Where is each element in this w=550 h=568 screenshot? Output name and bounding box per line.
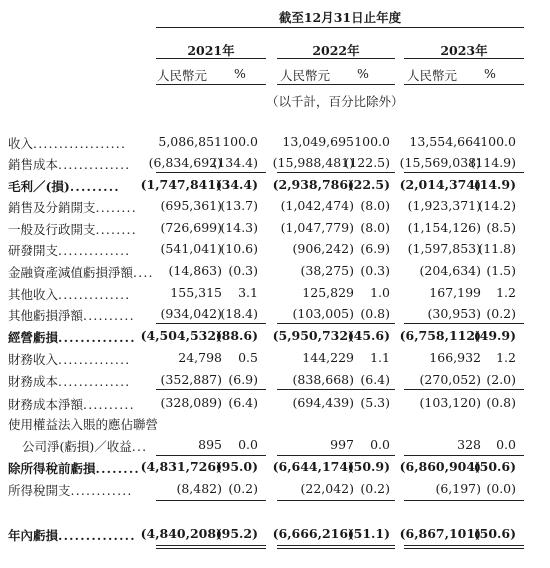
row-label-text: 財務收入 [8,352,59,367]
row-label-text: 收入 [8,136,34,151]
row-label [8,372,130,390]
percent-cell: (134.4) [212,155,258,170]
row-label [8,198,137,216]
subtotal-rule [230,500,266,501]
subtotal-rule [478,500,524,501]
amount-cell: (2,014,374) [399,177,481,192]
amount-cell: 997 [330,437,354,452]
table-row [0,198,550,218]
table-row [0,437,550,457]
row-label [8,220,137,238]
col-rule [478,84,524,85]
percent-cell: 3.1 [238,285,258,300]
amount-cell: (103,005) [292,306,354,321]
subtotal-rule [230,172,266,173]
leader-dots: ........ [95,222,137,237]
percent-cell: (0.8) [360,306,390,321]
amount-cell: (352,887) [160,372,222,387]
double-total-rule [352,548,395,549]
percent-cell: 1.2 [496,285,516,300]
percent-cell: 0.5 [238,350,258,365]
percent-cell: (0.3) [360,263,390,278]
row-label [8,481,133,499]
subtotal-rule [478,172,524,173]
subtotal-rule [277,172,363,173]
percent-cell: 0.0 [496,437,516,452]
subtotal-rule [352,323,395,324]
row-label [8,459,140,477]
percent-cell: (34.4) [215,177,258,192]
col-amount-2023: 人民幣元 [407,68,458,83]
table-row [0,415,550,435]
subtotal-rule [478,455,524,456]
amount-cell: 328 [457,437,481,452]
row-label-text: 經營虧損 [8,330,59,345]
amount-cell: (15,569,038) [399,155,481,170]
table-row [0,134,550,154]
percent-cell: 1.1 [370,350,390,365]
percent-cell: (50.9) [347,459,390,474]
amount-cell: 144,229 [302,350,354,365]
subtotal-rule [352,455,395,456]
amount-cell: (6,758,112) [399,328,481,343]
period-rule [156,27,524,28]
amount-cell: 167,199 [429,285,481,300]
amount-cell: (4,840,208) [140,526,222,541]
row-label [8,155,130,173]
row-label [8,263,154,281]
row-label [8,526,136,544]
leader-dots: .............. [58,528,136,543]
row-label [8,395,135,413]
percent-cell: 1.2 [496,350,516,365]
percent-cell: (18.4) [220,306,258,321]
row-label-text: 銷售及分銷開支 [8,200,96,215]
row-label-text: 金融資產減值虧損淨額 [8,265,134,280]
percent-cell: (2.0) [486,372,516,387]
year-2022-rule [277,58,395,59]
table-row [0,459,550,479]
percent-cell: (0.2) [360,481,390,496]
leader-dots: .............. [58,157,131,172]
percent-cell: (5.3) [360,395,390,410]
amount-cell: (8,482) [176,481,222,496]
amount-cell: 895 [198,437,222,452]
leader-dots: .... [133,265,154,280]
row-label [8,134,126,152]
percent-cell: (14.3) [220,220,258,235]
amount-cell: (103,120) [419,395,481,410]
percent-cell: (95.2) [215,526,258,541]
amount-cell: (1,923,371) [407,198,481,213]
amount-cell: 5,086,851 [158,134,222,149]
col-rule [352,84,395,85]
percent-cell: (0.8) [486,395,516,410]
subtotal-rule [352,172,395,173]
leader-dots: .............. [58,330,136,345]
amount-cell: (6,666,216) [272,526,354,541]
leader-dots: ... [131,439,148,454]
row-label-text: 除所得稅前虧損 [8,461,96,476]
amount-cell: (2,938,786) [272,177,354,192]
amount-cell: (6,867,101) [399,526,481,541]
subtotal-rule [230,323,266,324]
leader-dots: .............. [58,374,131,389]
amount-cell: (4,504,532) [140,328,222,343]
row-label-text: 財務成本淨額 [8,397,84,412]
amount-cell: (6,834,692) [148,155,222,170]
leader-dots: .......... [83,397,135,412]
table-row [0,285,550,305]
percent-cell: 0.0 [370,437,390,452]
leader-dots: .................. [33,136,127,151]
percent-cell: (122.5) [344,155,390,170]
amount-cell: (541,041) [160,241,222,256]
amount-cell: (1,047,779) [280,220,354,235]
col-rule [277,84,363,85]
amount-cell: (6,860,904) [399,459,481,474]
leader-dots: ......... [69,179,120,194]
table-row [0,241,550,261]
col-amount-2021: 人民幣元 [157,68,208,83]
amount-cell: (6,197) [435,481,481,496]
row-label-text: 銷售成本 [8,157,59,172]
col-rule [230,84,266,85]
percent-cell: (49.9) [473,328,516,343]
double-total-rule [478,545,524,546]
subtotal-rule [478,389,524,390]
subtotal-rule [277,389,363,390]
percent-cell: (8.0) [360,198,390,213]
subtotal-rule [277,500,363,501]
leader-dots: ............ [70,483,133,498]
subtotal-rule [230,389,266,390]
amount-cell: (22,042) [300,481,354,496]
row-label [8,306,135,324]
amount-cell: (30,953) [427,306,481,321]
amount-cell: (38,275) [300,263,354,278]
amount-cell: 13,049,695 [282,134,354,149]
leader-dots: ........ [95,461,140,476]
percent-cell: (6.4) [228,395,258,410]
amount-cell: (15,988,481) [272,155,354,170]
leader-dots: .............. [58,287,131,302]
row-label-text: 財務成本 [8,374,59,389]
double-total-rule [352,545,395,546]
percent-cell: (13.7) [220,198,258,213]
percent-cell: (11.8) [478,241,516,256]
amount-cell: 155,315 [170,285,222,300]
row-label-text: 其他虧損淨額 [8,308,84,323]
percent-cell: (10.6) [220,241,258,256]
row-label-text: 所得稅開支 [8,483,71,498]
table-row [0,526,550,546]
row-label-text: 一般及行政開支 [8,222,96,237]
row-label [8,177,120,195]
leader-dots: .......... [83,308,135,323]
percent-cell: (51.1) [347,526,390,541]
double-total-rule [277,545,363,546]
amount-cell: (1,042,474) [280,198,354,213]
amount-cell: (1,597,853) [407,241,481,256]
percent-cell: (6.9) [360,241,390,256]
subtotal-rule [352,389,395,390]
double-total-rule [478,548,524,549]
year-2021-rule [156,58,266,59]
subtotal-rule [277,455,363,456]
table-row [0,263,550,283]
amount-cell: (328,089) [160,395,222,410]
row-label [8,241,130,259]
table-row [0,481,550,501]
row-label [8,285,130,303]
col-percent-2021: % [234,66,246,81]
amount-cell: (270,052) [419,372,481,387]
percent-cell: (50.6) [473,459,516,474]
table-row [0,350,550,370]
percent-cell: (6.4) [360,372,390,387]
col-percent-2022: % [357,66,369,81]
amount-cell: 13,554,664 [409,134,481,149]
double-total-rule [230,548,266,549]
subtotal-rule [352,500,395,501]
row-label [8,350,130,368]
amount-cell: (1,154,126) [407,220,481,235]
unit-note: （以千計，百分比除外） [266,94,404,109]
table-row [0,177,550,197]
subtotal-rule [478,323,524,324]
double-total-rule [277,548,363,549]
percent-cell: (114.9) [470,155,516,170]
percent-cell: (14.2) [478,198,516,213]
row-label-text: 毛利／(損) [8,179,70,194]
percent-cell: (88.6) [215,328,258,343]
percent-cell: (8.5) [486,220,516,235]
percent-cell: 1.0 [370,285,390,300]
amount-cell: 166,932 [429,350,481,365]
percent-cell: (0.3) [228,263,258,278]
leader-dots: ........ [95,200,137,215]
percent-cell: 100.0 [480,134,516,149]
percent-cell: (8.0) [360,220,390,235]
year-2022: 2022年 [312,43,360,58]
row-label [8,328,136,346]
percent-cell: 0.0 [238,437,258,452]
double-total-rule [230,545,266,546]
row-label [22,437,147,455]
amount-cell: (14,863) [168,263,222,278]
amount-cell: (726,699) [160,220,222,235]
amount-cell: (1,747,841) [140,177,222,192]
row-label-text: 年內虧損 [8,528,59,543]
percent-cell: (0.0) [486,481,516,496]
amount-cell: (906,242) [292,241,354,256]
col-amount-2022: 人民幣元 [280,68,331,83]
amount-cell: (4,831,726) [140,459,222,474]
year-2023: 2023年 [440,43,488,58]
row-label-text: 使用權益法入賬的應佔聯營 [8,417,159,432]
percent-cell: (0.2) [228,481,258,496]
year-2021: 2021年 [187,43,235,58]
percent-cell: 100.0 [354,134,390,149]
amount-cell: (204,634) [419,263,481,278]
amount-cell: (5,950,732) [272,328,354,343]
row-label-text: 公司淨(虧損)／收益 [22,439,132,454]
col-percent-2023: % [484,66,496,81]
percent-cell: (95.0) [215,459,258,474]
table-row [0,328,550,348]
leader-dots: .............. [58,352,131,367]
percent-cell: 100.0 [222,134,258,149]
percent-cell: (45.6) [347,328,390,343]
percent-cell: (50.6) [473,526,516,541]
amount-cell: (695,361) [160,198,222,213]
row-label [8,415,158,433]
amount-cell: (694,439) [292,395,354,410]
amount-cell: 24,798 [178,350,222,365]
row-label-text: 研發開支 [8,243,59,258]
leader-dots: .............. [58,243,131,258]
amount-cell: (838,668) [292,372,354,387]
year-2023-rule [404,58,524,59]
percent-cell: (14.9) [473,177,516,192]
percent-cell: (22.5) [347,177,390,192]
percent-cell: (0.2) [486,306,516,321]
amount-cell: 125,829 [302,285,354,300]
amount-cell: (934,042) [160,306,222,321]
period-heading: 截至12月31日止年度 [278,10,402,25]
percent-cell: (1.5) [486,263,516,278]
subtotal-rule [230,455,266,456]
table-row [0,395,550,415]
subtotal-rule [277,323,363,324]
row-label-text: 其他收入 [8,287,59,302]
table-row [0,220,550,240]
percent-cell: (6.9) [228,372,258,387]
amount-cell: (6,644,174) [272,459,354,474]
